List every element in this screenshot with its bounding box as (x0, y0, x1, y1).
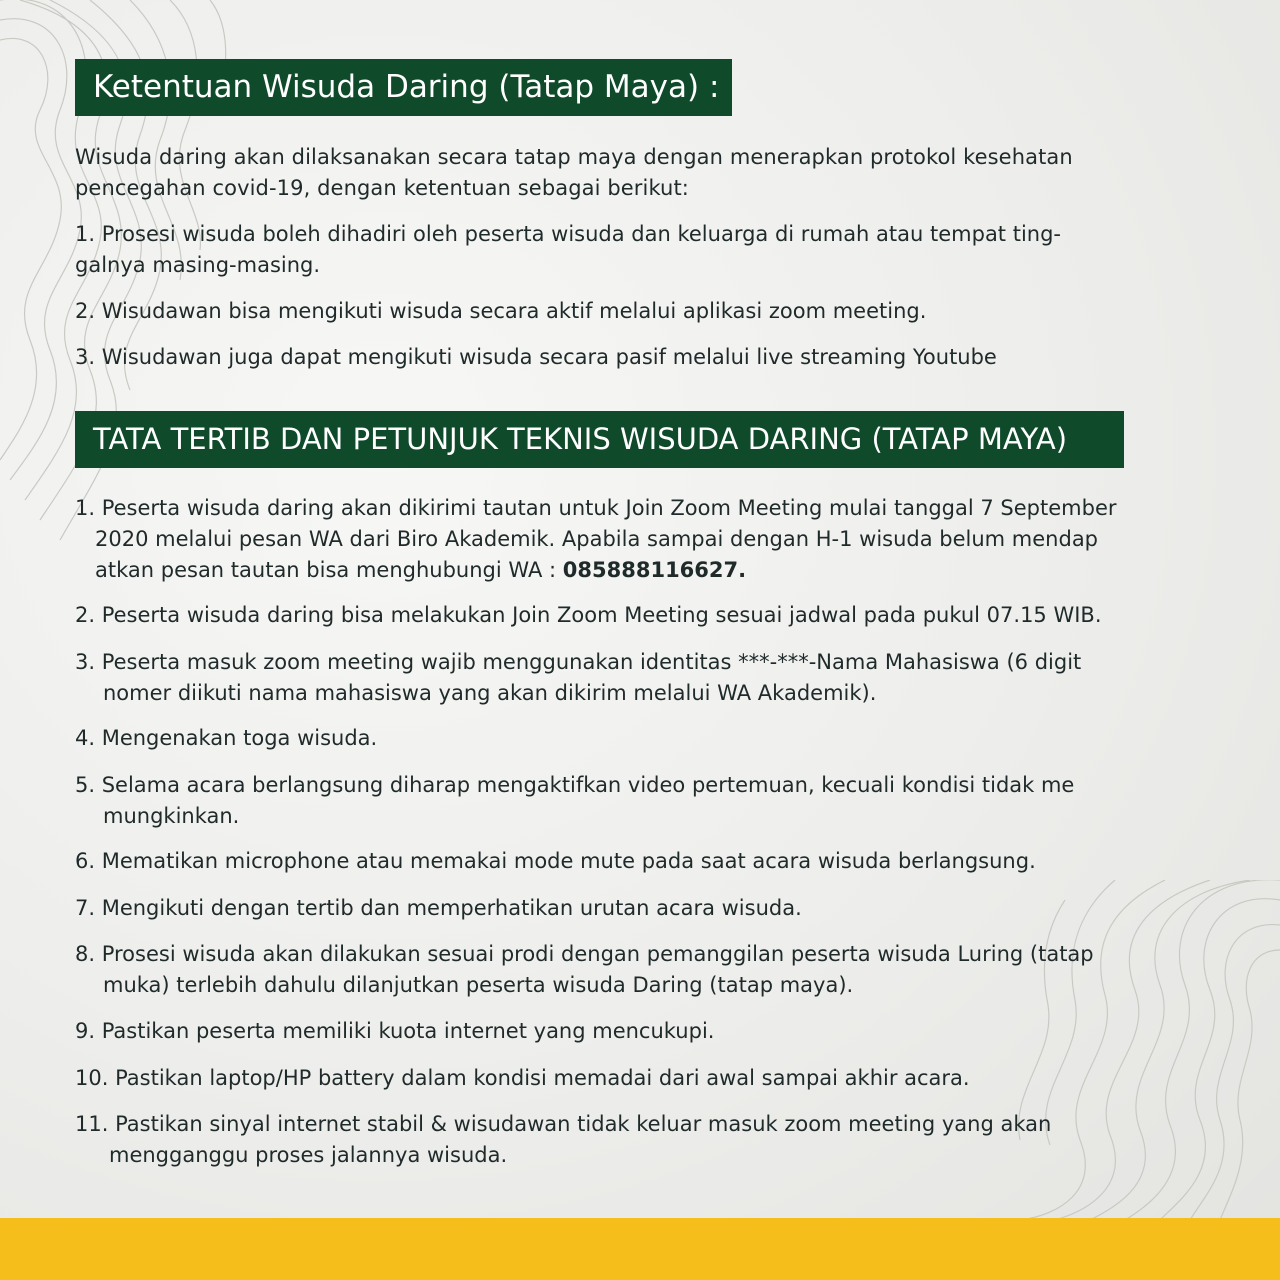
list-item (75, 893, 802, 924)
list-item (75, 723, 377, 754)
footer-yellow-band (0, 1218, 1280, 1280)
intro-paragraph (75, 142, 1073, 204)
list-item-text: 11. Pastikan sinyal internet stabil & wisudawan tidak keluar masuk zoom meeting yang akan (75, 1112, 1052, 1136)
list-item-text: 2. Peserta wisuda daring bisa melakukan Join Zoom Meeting sesuai jadwal pada pukul 07.15 WIB. (75, 603, 1102, 627)
list-item-text: 10. Pastikan laptop/HP battery dalam kondisi memadai dari awal sampai akhir acara. (75, 1066, 970, 1090)
list-item (75, 342, 997, 373)
intro-line: Wisuda daring akan dilaksanakan secara tatap maya dengan menerapkan protokol kesehatan (75, 145, 1073, 169)
list-item (75, 647, 1081, 709)
list-item-text: 8. Prosesi wisuda akan dilakukan sesuai prodi dengan pemanggilan peserta wisuda Luring (tatap (75, 942, 1094, 966)
list-item (75, 1063, 970, 1094)
list-item-text: nomer diikuti nama mahasiswa yang akan dikirim melalui WA Akademik). (103, 681, 877, 705)
list-item-text: mungkinkan. (103, 804, 240, 828)
list-item-text: 5. Selama acara berlangsung diharap mengaktifkan video pertemuan, kecuali kondisi tidak me (75, 773, 1075, 797)
list-item-text: 4. Mengenakan toga wisuda. (75, 726, 378, 750)
list-item-text: 1. Prosesi wisuda boleh dihadiri oleh peserta wisuda dan keluarga di rumah atau tempat ting- (75, 222, 1062, 246)
list-item-text: 7. Mengikuti dengan tertib dan memperhatikan urutan acara wisuda. (75, 896, 802, 920)
list-item-text: 9. Pastikan peserta memiliki kuota internet yang mencukupi. (75, 1019, 715, 1043)
list-item-text (75, 555, 1117, 586)
list-item (75, 219, 1061, 281)
list-item-text: 1. Peserta wisuda daring akan dikirimi tautan untuk Join Zoom Meeting mulai tanggal 7 September (75, 496, 1117, 520)
section-heading-tata-tertib: TATA TERTIB DAN PETUNJUK TEKNIS WISUDA DARING (TATAP MAYA) (75, 411, 1124, 468)
intro-line: pencegahan covid-19, dengan ketentuan sebagai berikut: (75, 176, 689, 200)
list-item (75, 770, 1074, 832)
list-item-text: 3. Peserta masuk zoom meeting wajib menggunakan identitas ***-***-Nama Mahasiswa (6 digit (75, 650, 1082, 674)
list-item (75, 1016, 714, 1047)
list-item-text: 3. Wisudawan juga dapat mengikuti wisuda secara pasif melalui live streaming Youtube (75, 345, 997, 369)
list-item (75, 1109, 1051, 1171)
list-item (75, 846, 1036, 877)
list-item (75, 939, 1094, 1001)
list-item-text: 2020 melalui pesan WA dari Biro Akademik. Apabila sampai dengan H-1 wisuda belum mendap (95, 527, 1099, 551)
list-item-text: muka) terlebih dahulu dilanjutkan peserta wisuda Daring (tatap maya). (103, 973, 854, 997)
list-item-text: 6. Mematikan microphone atau memakai mode mute pada saat acara wisuda berlangsung. (75, 849, 1036, 873)
list-item-text: mengganggu proses jalannya wisuda. (109, 1143, 508, 1167)
list-item-text: atkan pesan tautan bisa menghubungi WA : (95, 558, 563, 582)
section-heading-ketentuan: Ketentuan Wisuda Daring (Tatap Maya) : (75, 59, 732, 116)
list-item-text: galnya masing-masing. (75, 253, 321, 277)
list-item (75, 600, 1102, 631)
list-item (75, 493, 1117, 586)
list-item-text: 2. Wisudawan bisa mengikuti wisuda secara aktif melalui aplikasi zoom meeting. (75, 299, 927, 323)
whatsapp-number: 085888116627. (562, 558, 747, 582)
list-item (75, 296, 926, 327)
